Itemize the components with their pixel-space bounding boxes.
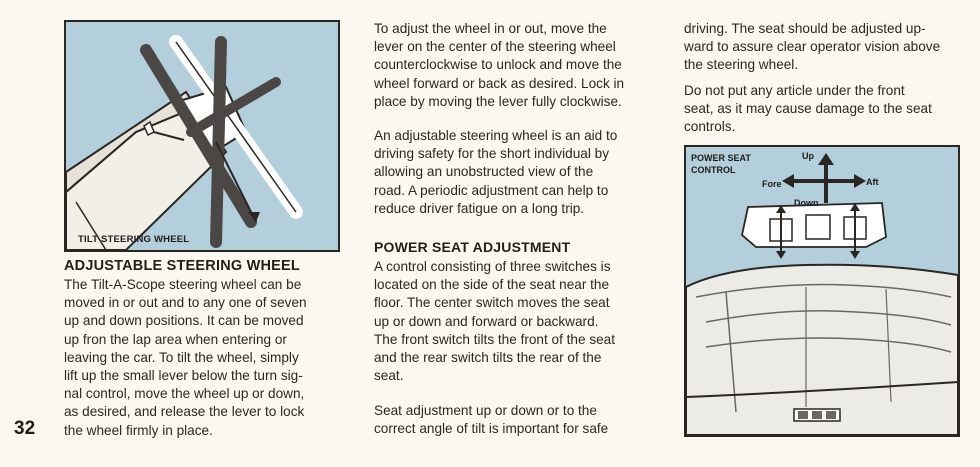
label-aft: Aft (866, 177, 879, 187)
text-line: counterclockwise to unlock and move the (374, 57, 622, 73)
text-line: as desired, and release the lever to lock (64, 404, 305, 420)
text-line: wheel forward or back as desired. Lock in (374, 75, 625, 91)
figure-caption-power-seat-line2: CONTROL (691, 165, 736, 175)
label-down: Down (794, 198, 819, 208)
text-line: correct angle of tilt is important for safe (374, 421, 609, 437)
text-line: The Tilt-A-Scope steering wheel can be (64, 277, 302, 292)
text-line: the steering wheel. (684, 57, 799, 73)
text-line: allowing an unobstructed view of the (374, 164, 594, 180)
text-line: leaving the car. To tilt the wheel, simply (64, 349, 299, 365)
text-line: ward to assure clear operator vision above (684, 39, 941, 55)
power-seat-illustration (686, 147, 958, 435)
text-line: An adjustable steering wheel is an aid to (374, 128, 618, 143)
section-heading-power-seat: POWER SEAT ADJUSTMENT (374, 239, 571, 255)
text-line: floor. The center switch moves the seat (374, 295, 610, 311)
text-line: up or down and forward or backward. (374, 313, 599, 329)
text-line: located on the side of the seat near the (374, 277, 610, 293)
middle-paragraph-2 (374, 127, 658, 218)
figure-caption-power-seat-line1: POWER SEAT (691, 153, 751, 163)
middle-paragraph-3 (374, 258, 658, 385)
text-line: A control consisting of three switches is (374, 259, 611, 274)
text-line: up fron the lap area when entering or (64, 331, 287, 347)
text-line: nal control, move the wheel up or down, (64, 386, 305, 402)
middle-paragraph-1 (374, 20, 658, 111)
tilt-steering-wheel-figure (64, 20, 340, 252)
section-heading-steering: ADJUSTABLE STEERING WHEEL (64, 258, 300, 274)
text-line: Do not put any article under the front (684, 83, 905, 98)
middle-paragraph-4 (374, 402, 658, 438)
text-line: road. A periodic adjustment can help to (374, 182, 609, 198)
right-paragraph-1 (684, 20, 966, 75)
left-column-paragraph (64, 276, 346, 440)
label-fore: Fore (762, 179, 782, 189)
text-line: seat. (374, 368, 404, 384)
text-line: To adjust the wheel in or out, move the (374, 21, 607, 36)
text-line: moved in or out and to any one of seven (64, 295, 307, 311)
text-line: place by moving the lever fully clockwise. (374, 93, 622, 109)
text-line: the wheel firmly in place. (64, 422, 213, 438)
text-line: lever on the center of the steering wheel (374, 39, 616, 55)
text-line: driving. The seat should be adjusted up- (684, 21, 926, 36)
text-line: Seat adjustment up or down or to the (374, 403, 597, 418)
text-line: and the rear switch tilts the rear of the (374, 350, 602, 366)
power-seat-control-figure (684, 145, 960, 437)
text-line: driving safety for the short individual by (374, 146, 609, 162)
text-line: up and down positions. It can be moved (64, 313, 304, 329)
steering-column-illustration (66, 22, 338, 250)
page-number: 32 (14, 418, 36, 439)
label-up: Up (802, 151, 814, 161)
text-line: The front switch tilts the front of the seat (374, 331, 616, 347)
right-paragraph-2 (684, 82, 966, 137)
text-line: controls. (684, 119, 736, 135)
figure-caption-tilt: TILT STEERING WHEEL (78, 234, 190, 245)
text-line: lift up the small lever below the turn sig- (64, 368, 303, 384)
text-line: reduce driver fatigue on a long trip. (374, 200, 585, 216)
text-line: seat, as it may cause damage to the seat (684, 101, 932, 117)
